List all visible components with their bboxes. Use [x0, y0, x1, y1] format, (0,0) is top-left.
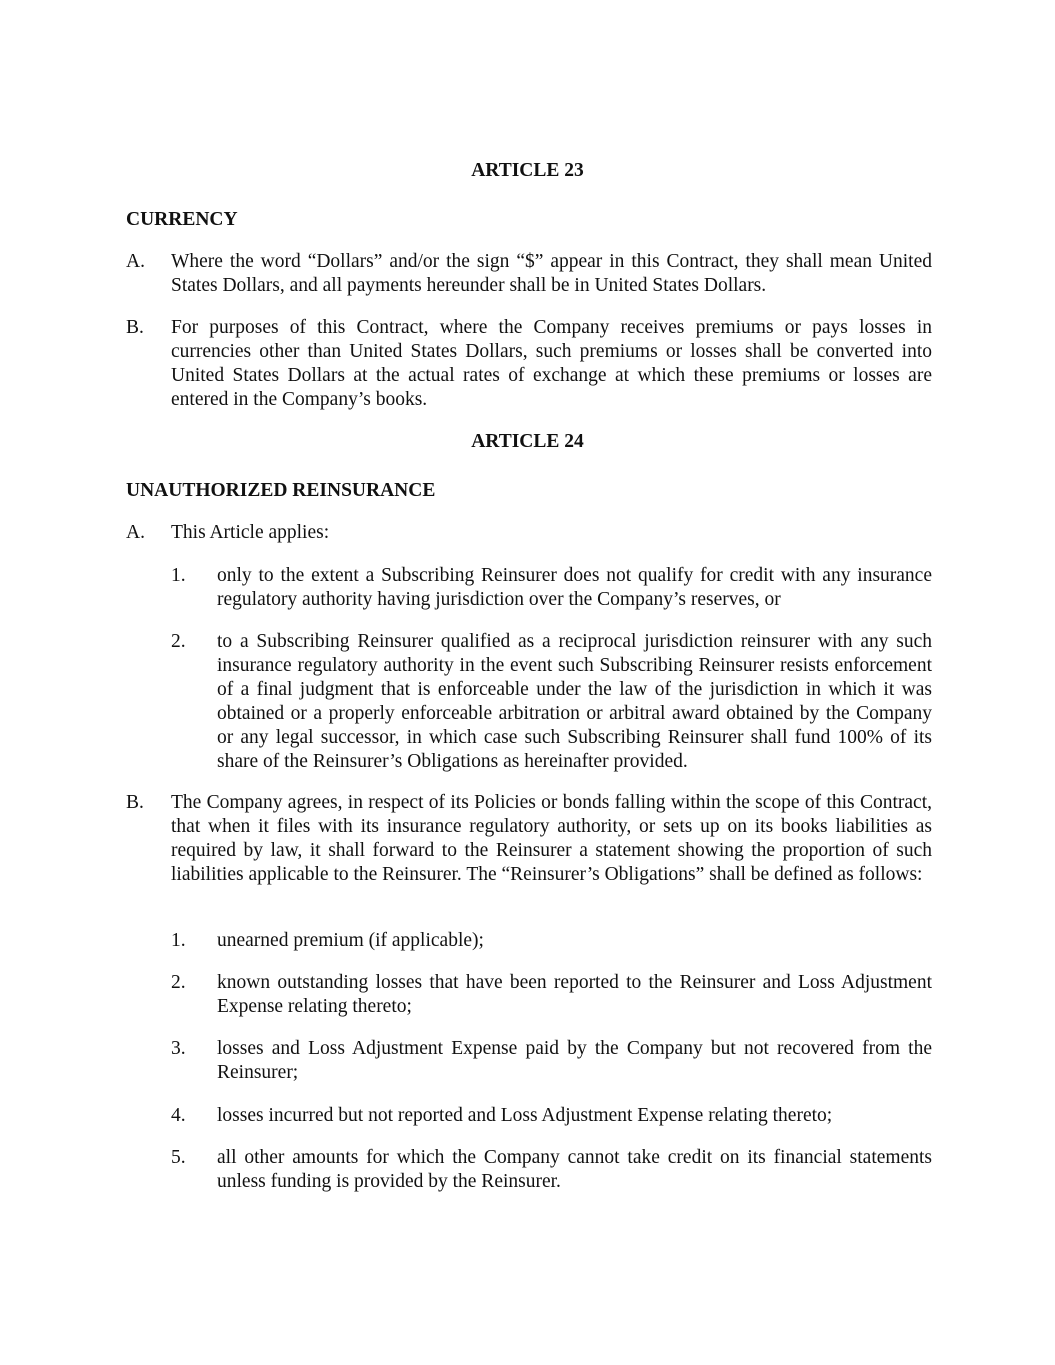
para-b-item-2-text: known outstanding losses that have been reported to the Reinsurer and Loss Adjustment Expense relating thereto;	[217, 972, 932, 1017]
para-b-item-5-number: 5.	[171, 1147, 186, 1168]
para-b-item-3-number: 3.	[171, 1038, 186, 1059]
para-b-item-2-number: 2.	[171, 972, 186, 993]
unauthorized-reinsurance-heading: UNAUTHORIZED REINSURANCE	[126, 480, 436, 501]
currency-para-a-text: Where the word “Dollars” and/or the sign “$” appear in this Contract, they shall mean United States Dollars, and all payments hereunder shall be in United States Dollars.	[171, 251, 932, 296]
article-23-title: ARTICLE 23	[471, 160, 584, 181]
currency-para-b-text: For purposes of this Contract, where the Company receives premiums or pays losses in currencies other than United States Dollars, such premiums or losses shall be converted into United States Dollars at the actual rates of exchange at which these premiums or losses are entered in the Company’s books.	[171, 317, 932, 410]
para-b-item-3-text: losses and Loss Adjustment Expense paid by the Company but not recovered from the Reinsurer;	[217, 1038, 932, 1083]
currency-heading: CURRENCY	[126, 209, 238, 230]
para-b-item-4-number: 4.	[171, 1105, 186, 1126]
reinsurance-para-b-label: B.	[126, 792, 144, 813]
para-a-item-1-text: only to the extent a Subscribing Reinsurer does not qualify for credit with any insurance regulatory authority having jurisdiction over the Company’s reserves, or	[217, 565, 932, 610]
reinsurance-para-a-label: A.	[126, 522, 145, 543]
reinsurance-para-a-text: This Article applies:	[171, 522, 330, 543]
para-b-item-1-number: 1.	[171, 930, 186, 951]
currency-para-b-label: B.	[126, 317, 144, 338]
para-a-item-2-text: to a Subscribing Reinsurer qualified as a reciprocal jurisdiction reinsurer with any such insurance regulatory authority in the event such Subscribing Reinsurer resists enforcement of a final judgment that is enforceable under the law of the jurisdiction in which it was obtained or a properly enforceable arbitration or arbitral award obtained by the Company or any legal successor, in which case such Subscribing Reinsurer shall fund 100% of its share of the Reinsurer’s Obligations as hereinafter provided.	[217, 631, 932, 772]
currency-para-a-label: A.	[126, 251, 145, 272]
para-b-item-4-text: losses incurred but not reported and Loss Adjustment Expense relating thereto;	[217, 1105, 833, 1126]
article-24-title: ARTICLE 24	[471, 431, 584, 452]
para-b-item-5-text: all other amounts for which the Company cannot take credit on its financial statements unless funding is provided by the Reinsurer.	[217, 1147, 932, 1192]
reinsurance-para-b-text: The Company agrees, in respect of its Policies or bonds falling within the scope of this Contract, that when it files with its insurance regulatory authority, or sets up on its books liabilities as required by law, it shall forward to the Reinsurer a statement showing the proportion of such liabilities applicable to the Reinsurer. The “Reinsurer’s Obligations” shall be defined as follows:	[171, 792, 932, 885]
para-b-item-1-text: unearned premium (if applicable);	[217, 930, 484, 951]
para-a-item-2-number: 2.	[171, 631, 186, 652]
para-a-item-1-number: 1.	[171, 565, 186, 586]
